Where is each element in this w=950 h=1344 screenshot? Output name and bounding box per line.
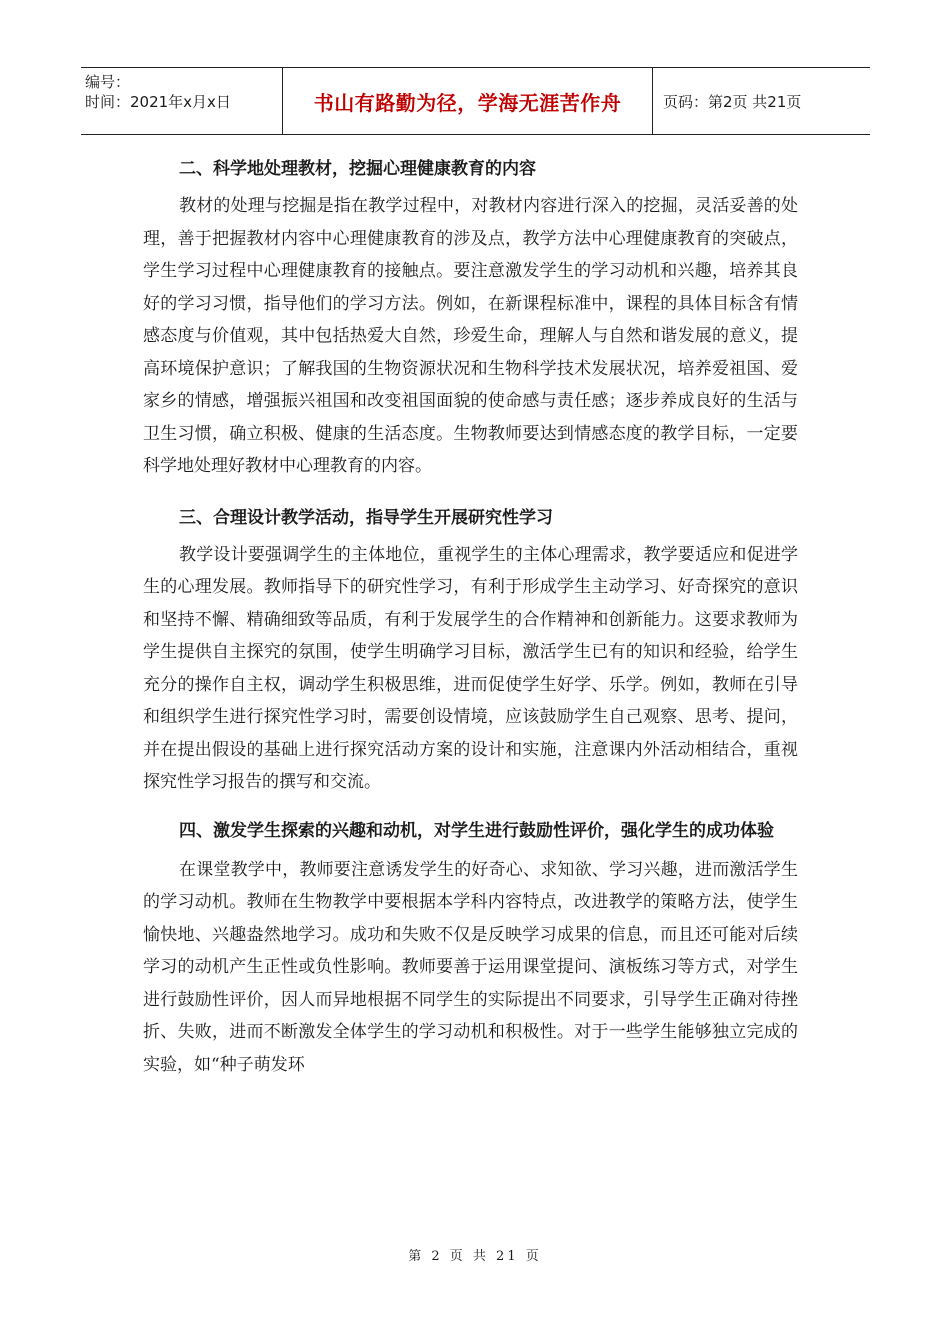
header-page-info: 页码：第2页 共21页 [663,92,802,111]
header-motto: 书山有路勤为径，学海无涯苦作舟 [283,68,653,134]
section-heading: 二、科学地处理教材，挖掘心理健康教育的内容 [179,159,536,179]
document-date: 时间：2021年x月x日 [85,93,231,111]
page-header [81,67,870,135]
header-meta [81,68,283,134]
section-paragraph: 在课堂教学中，教师要注意诱发学生的好奇心、求知欲、学习兴趣，进而激活学生的学习动机。教师在生物教学中要根据本学科内容特点，改进教学的策略方法，使学生愉快地、兴趣盎然地学习。成功和失败不仅是反映学习成果的信息，而且还可能对后续学习的动机产生正性或负性影响。教师要善于运用课堂提问、演板练习等方式，对学生进行鼓励性评价，因人而异地根据不同学生的实际提出不同要求，引导学生正确对待挫折、失败，进而不断激发全体学生的学习动机和积极性。对于一些学生能够独立完成的实验，如“种子萌发环 [143,859,798,1075]
section-heading: 三、合理设计教学活动，指导学生开展研究性学习 [179,507,553,528]
section-heading: 四、激发学生探索的兴趣和动机，对学生进行鼓励性评价，强化学生的成功体验 [179,820,774,841]
page-footer: 第 2 页 共 21 页 [408,1249,542,1264]
section-paragraph: 教材的处理与挖掘是指在教学过程中，对教材内容进行深入的挖掘，灵活妥善的处理，善于把握教材内容中心理健康教育的涉及点，教学方法中心理健康教育的突破点，学生学习过程中心理健康教育的接触点。要注意激发学生的学习动机和兴趣，培养其良好的学习习惯，指导他们的学习方法。例如，在新课程标准中，课程的具体目标含有情感态度与价值观，其中包括热爱大自然，珍爱生命，理解人与自然和谐发展的意义，提高环境保护意识；了解我国的生物资源状况和生物科学技术发展状况，培养爱祖国、爱家乡的情感，增强振兴祖国和改变祖国面貌的使命感与责任感；逐步养成良好的生活与卫生习惯，确立积极、健康的生活态度。生物教师要达到情感态度的教学目标，一定要科学地处理好教材中心理教育的内容。 [143,196,798,476]
document-body [143,150,798,1097]
section-paragraph: 教学设计要强调学生的主体地位，重视学生的主体心理需求，教学要适应和促进学生的心理发展。教师指导下的研究性学习，有利于形成学生主动学习、好奇探究的意识和坚持不懈、精确细致等品质，有利于发展学生的合作精神和创新能力。这要求教师为学生提供自主探究的氛围，使学生明确学习目标，激活学生已有的知识和经验，给学生充分的操作自主权，调动学生积极思维，进而促使学生好学、乐学。例如，教师在引导和组织学生进行探究性学习时，需要创设情境，应该鼓励学生自己观察、思考、提问，并在提出假设的基础上进行探究活动方案的设计和实施，注意课内外活动相结合，重视探究性学习报告的撰写和交流。 [143,544,798,792]
document-number-label: 编号： [85,73,131,91]
